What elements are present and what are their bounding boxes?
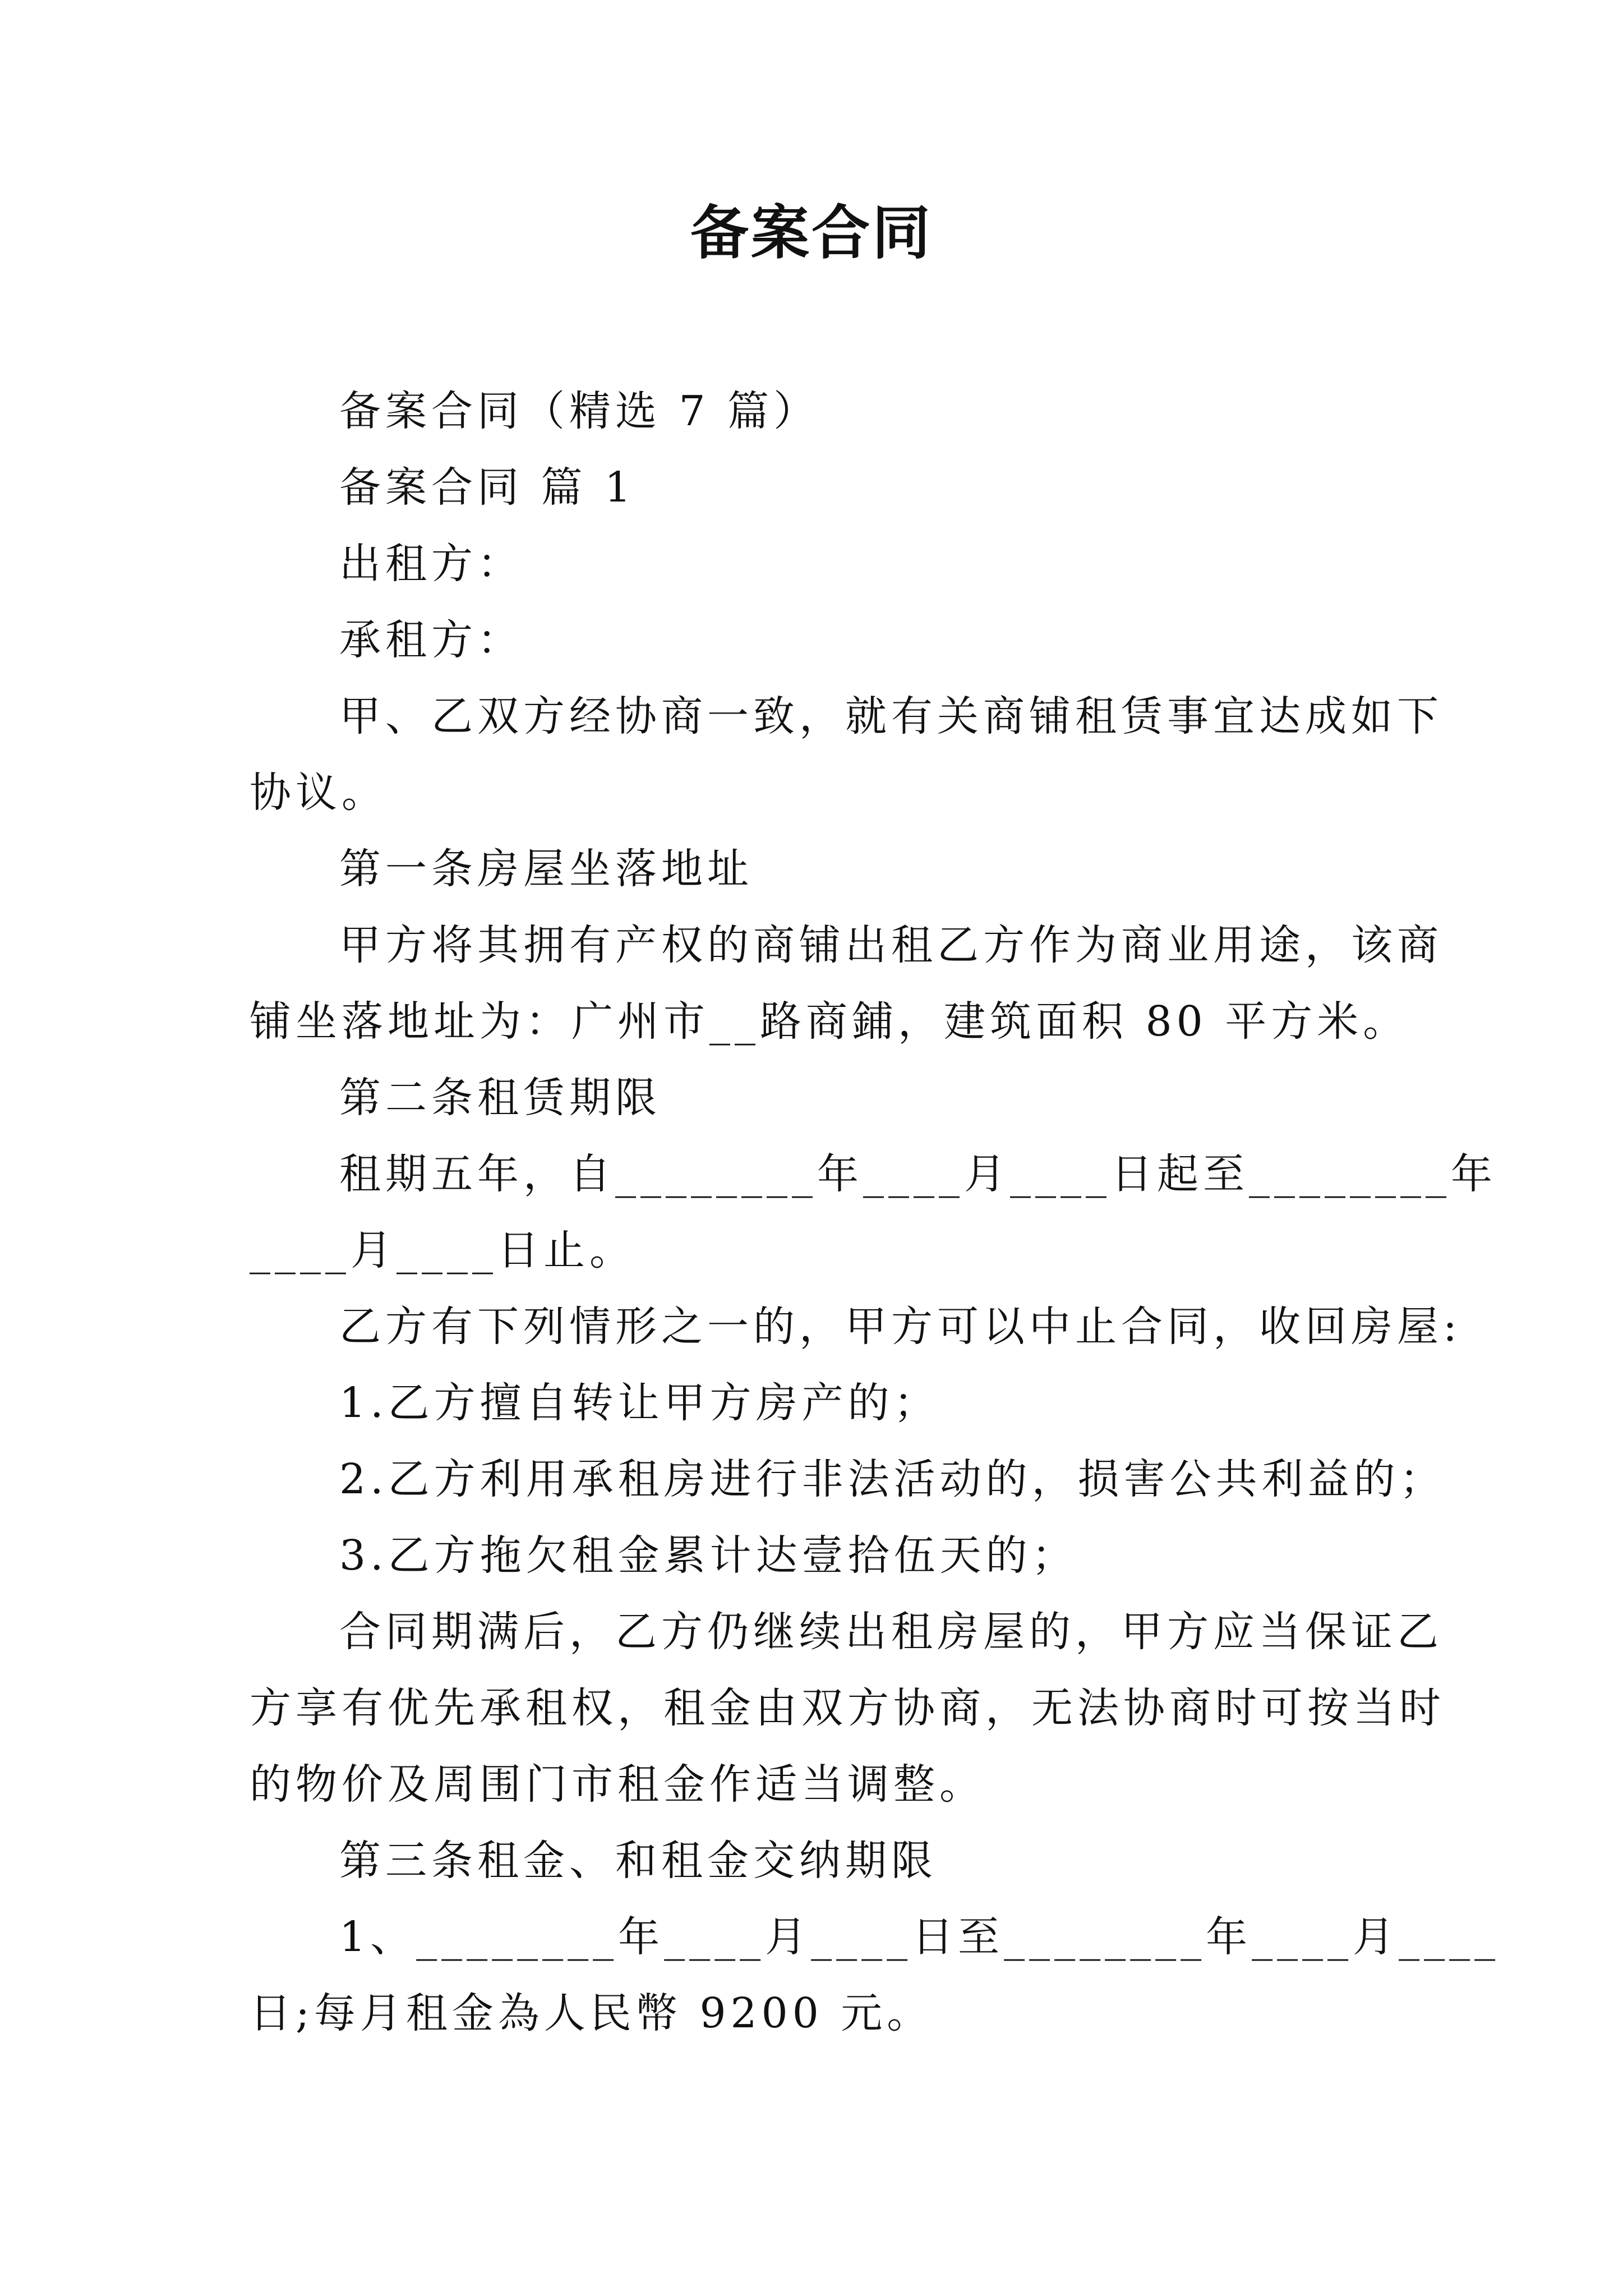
paragraph-line: 3.乙方拖欠租金累计达壹拾伍天的；: [339, 1531, 1078, 1580]
paragraph-line: 租期五年，自________年____月____日起至________年: [339, 1150, 1497, 1198]
paragraph: [250, 449, 1380, 526]
paragraph-line: 备案合同 篇 1: [339, 463, 636, 512]
paragraph-line: 出租方：: [339, 540, 523, 588]
paragraph: [250, 907, 1443, 1060]
paragraph: [250, 1289, 1461, 1365]
paragraph-line: 乙方有下列情形之一的，甲方可以中止合同，收回房屋:: [339, 1303, 1461, 1351]
paragraph: [250, 1136, 1497, 1289]
paragraph: [250, 526, 1380, 602]
document-title: 备案合同: [690, 199, 933, 267]
paragraph-line: 铺坐落地址为：广州市__路商鋪，建筑面积 80 平方米。: [250, 997, 1409, 1046]
paragraph-line: 第三条租金、和租金交纳期限: [339, 1837, 937, 1885]
paragraph-line: 甲、乙双方经协商一致，就有关商铺租赁事宜达成如下: [339, 692, 1443, 740]
paragraph-line: 第二条租赁期限: [339, 1074, 661, 1122]
paragraph: [250, 1060, 1380, 1136]
paragraph-line: ____月____日止。: [250, 1226, 635, 1274]
paragraph-line: 方享有优先承租权，租金由双方协商，无法协商时可按当时: [250, 1684, 1445, 1732]
paragraph: [250, 1441, 1446, 1517]
paragraph: [250, 602, 1380, 678]
paragraph-line: 甲方将其拥有产权的商铺出租乙方作为商业用途，该商: [339, 921, 1443, 969]
paragraph: [250, 1899, 1500, 2051]
paragraph-line: 第一条房屋坐落地址: [339, 845, 753, 893]
document-body: [250, 373, 1500, 2051]
paragraph: [250, 678, 1443, 831]
paragraph-line: 2.乙方利用承租房进行非法活动的，损害公共利益的；: [339, 1455, 1446, 1503]
paragraph-line: 日;每月租金為人民幣 9200 元。: [250, 1989, 933, 2037]
paragraph-line: 合同期满后，乙方仍继续出租房屋的，甲方应当保证乙: [339, 1608, 1443, 1656]
paragraph: [250, 373, 1380, 449]
paragraph-line: 1、________年____月____日至________年____月____: [339, 1913, 1500, 1961]
paragraph-line: 的物价及周围门市租金作适当调整。: [250, 1760, 985, 1809]
paragraph-line: 协议。: [250, 769, 388, 817]
paragraph-line: 承租方：: [339, 616, 523, 664]
paragraph: [250, 1594, 1445, 1823]
paragraph: [250, 831, 1380, 907]
paragraph: [250, 1365, 1380, 1441]
paragraph-line: 1.乙方擅自转让甲方房产的；: [339, 1379, 940, 1427]
paragraph: [250, 1823, 1380, 1899]
paragraph: [250, 1517, 1380, 1594]
paragraph-line: 备案合同（精选 7 篇）: [339, 387, 820, 435]
